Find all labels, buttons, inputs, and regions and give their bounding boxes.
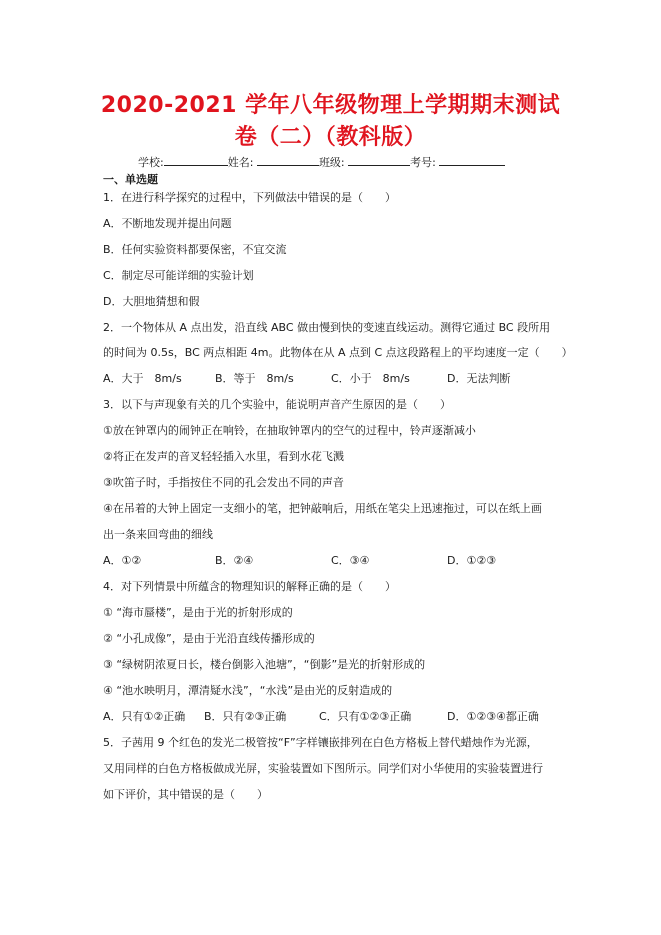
q4-option-d: D．①②③④都正确 (447, 710, 539, 723)
q4-stem: 4．对下列情景中所蕴含的物理知识的解释正确的是（ ） (103, 580, 396, 593)
q3-item-4: ④在吊着的大钟上固定一支细小的笔，把钟敲响后，用纸在笔尖上迅速拖过，可以在纸上画 (103, 502, 542, 515)
q4-item-1: ① “海市蜃楼”，是由于光的折射形成的 (103, 606, 293, 619)
q3-item-3: ③吹笛子时，手指按住不同的孔会发出不同的声音 (103, 476, 344, 489)
q5-stem-line-3: 如下评价，其中错误的是（ ） (103, 788, 268, 801)
section-heading: 一、单选题 (103, 173, 158, 186)
q2-option-b: B．等于 8m/s (215, 372, 294, 385)
q3-item-4-cont: 出一条来回弯曲的细线 (103, 528, 213, 541)
q5-stem-line-2: 又用同样的白色方格板做成光屏，实验装置如下图所示。同学们对小华使用的实验装置进行 (103, 762, 543, 775)
q1-option-c: C．制定尽可能详细的实验计划 (103, 269, 254, 282)
q1-option-b: B．任何实验资料都要保密，不宜交流 (103, 243, 287, 256)
q3-stem: 3．以下与声现象有关的几个实验中，能说明声音产生原因的是（ ） (103, 398, 451, 411)
q4-option-b: B．只有②③正确 (204, 710, 287, 723)
q5-stem-line-1: 5．子茜用 9 个红色的发光二极管按“F”字样镶嵌排列在白色方格板上替代蜡烛作为光源， (103, 736, 538, 749)
q4-item-3: ③ “绿树阴浓夏日长，楼台倒影入池塘”，“倒影”是光的折射形成的 (103, 658, 426, 671)
q3-option-c: C．③④ (331, 554, 370, 567)
q2-stem-line-2: 的时间为 0.5s，BC 两点相距 4m。此物体在从 A 点到 C 点这段路程上的平均速度一定（ ） (103, 346, 573, 359)
school-blank[interactable] (164, 155, 228, 166)
q2-option-a: A．大于 8m/s (103, 372, 182, 385)
q3-item-1: ①放在钟罩内的闹钟正在响铃，在抽取钟罩内的空气的过程中，铃声逐渐减小 (103, 424, 476, 437)
q1-option-d: D．大胆地猜想和假 (103, 295, 200, 308)
q3-option-d: D．①②③ (447, 554, 497, 567)
name-blank[interactable] (257, 155, 319, 166)
q1-option-a: A．不断地发现并提出问题 (103, 217, 232, 230)
q4-item-4: ④ “池水映明月，潭清疑水浅”，“水浅”是由光的反射造成的 (103, 684, 393, 697)
class-blank[interactable] (348, 155, 410, 166)
q1-stem: 1．在进行科学探究的过程中，下列做法中错误的是（ ） (103, 191, 396, 204)
q2-option-c: C．小于 8m/s (331, 372, 410, 385)
q3-option-a: A．①② (103, 554, 142, 567)
name-label: 姓名: (227, 156, 254, 169)
q4-item-2: ② “小孔成像”，是由于光沿直线传播形成的 (103, 632, 315, 645)
q3-item-2: ②将正在发声的音叉轻轻插入水里，看到水花飞溅 (103, 450, 344, 463)
exam-title-line-1: 2020-2021 学年八年级物理上学期期末测试 (100, 93, 561, 118)
q3-option-b: B．②④ (215, 554, 254, 567)
q2-option-d: D．无法判断 (447, 372, 511, 385)
exam-number-label: 考号: (410, 156, 436, 169)
q4-option-a: A．只有①②正确 (103, 710, 186, 723)
exam-title-line-2: 卷（二）（教科版） (234, 125, 427, 150)
school-label: 学校: (138, 156, 164, 169)
q4-option-c: C．只有①②③正确 (319, 710, 412, 723)
q2-stem-line-1: 2．一个物体从 A 点出发，沿直线 ABC 做由慢到快的变速直线运动。测得它通过 BC 段所用 (103, 321, 551, 334)
student-info-row (138, 154, 505, 170)
class-label: 班级: (318, 156, 345, 169)
exam-number-blank[interactable] (439, 155, 505, 166)
